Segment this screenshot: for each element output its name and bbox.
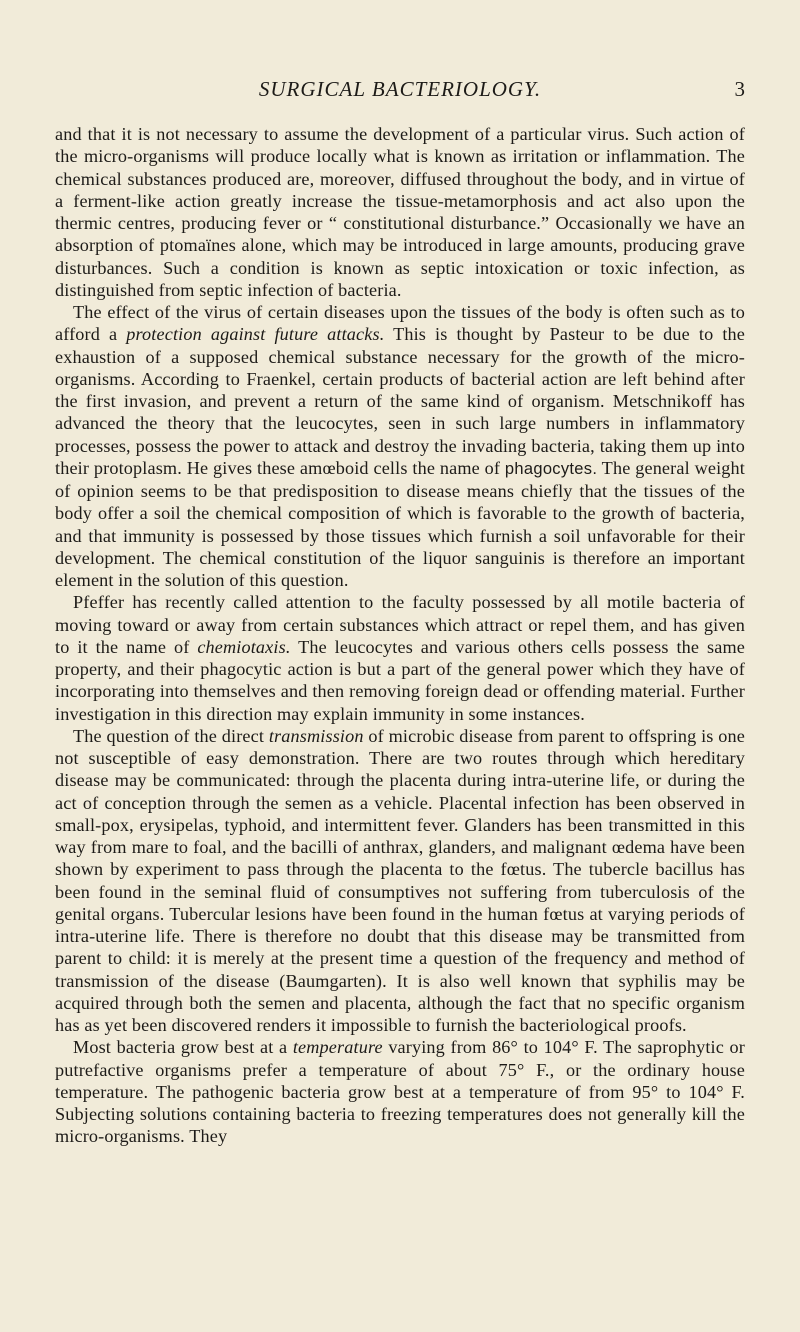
- paragraph-2: [55, 301, 745, 591]
- paragraph-1-text: and that it is not necessary to assume the development of a particular virus. Such action of the micro-organisms will produce locally what is known as irritation or inflammation. The chemical substances produced are, moreover, diffused throughout the body, and in virtue of a ferment-like action greatly increase the tissue-metamorphosis and act also upon the thermic centres, producing fever or “ constitutional disturbance.” Occasionally we have an absorption of ptomaïnes alone, which may be introduced in large amounts, producing grave disturbances. Such a condition is known as septic intoxication or toxic infection, as distinguished from septic infection of bacteria.: [55, 124, 745, 300]
- paragraph-3-text-b: The leucocytes and various others cells possess the same property, and their phagocytic action is but a part of the general power which they have of incorporating into themselves and then removing foreign dead or offending material. Further investigation in this direction may explain immunity in some instances.: [55, 636, 745, 724]
- italic-phrase-protection: protection against future attacks.: [126, 324, 385, 345]
- paragraph-2-text-b: This is thought by Pasteur to be due to the exhaustion of a supposed chemical substance necessary for the growth of the micro-organisms. According to Fraenkel, certain products of bacterial action are left behind after the first invasion, and prevent a return of the same kind of organism. Metschnikoff has advanced the theory that the leucocytes, seen in such large numbers in inflammatory processes, possess the power to attack and destroy the invading bacteria, taking them up into their protoplasm. He gives these amœboid cells the name of: [55, 324, 745, 478]
- paragraph-3: [55, 591, 745, 725]
- italic-term-chemiotaxis: chemiotaxis.: [197, 636, 291, 657]
- paragraph-1: [55, 123, 745, 301]
- body-text: [55, 123, 745, 1148]
- paragraph-5-text-a: Most bacteria grow best at a: [73, 1037, 293, 1058]
- paragraph-5-text-b: varying from 86° to 104° F. The saprophytic or putrefactive organisms prefer a temperature of about 75° F., or the ordinary house temperature. The pathogenic bacteria grow best at a temperature of from 95° to 104° F. Subjecting solutions containing bacteria to freezing temperatures does not generally kill the micro-organisms. They: [55, 1037, 746, 1147]
- running-head: SURGICAL BACTERIOLOGY.: [258, 77, 542, 101]
- term-phagocytes: phagocytes.: [504, 459, 598, 478]
- page-header: [55, 76, 745, 106]
- paragraph-5: [55, 1036, 745, 1147]
- paragraph-4-text-a: The question of the direct: [73, 725, 269, 746]
- paragraph-3-text-a: Pfeffer has recently called attention to the faculty possessed by all motile bacteria of moving toward or away from certain substances which attract or repel them, and has given to it the name of: [55, 592, 745, 657]
- italic-term-transmission: transmission: [268, 725, 364, 746]
- paragraph-4-text-b: of microbic disease from parent to offspring is one not susceptible of easy demonstration. There are two routes through which hereditary disease may be communicated: through the placenta during intra-uterine life, or during the act of conception through the semen as a vehicle. Placental infection has been observed in small-pox, erysipelas, typhoid, and intermittent fever. Glanders has been transmitted in this way from mare to foal, and the bacilli of anthrax, glanders, and malignant œdema have been shown by experiment to pass through the placenta to the fœtus. The tubercle bacillus has been found in the seminal fluid of consumptives not suffering from tuberculosis of the genital organs. Tubercular lesions have been found in the human fœtus at varying periods of intra-uterine life. There is therefore no doubt that this disease may be transmitted from parent to child: it is merely at the present time a question of the frequency and method of transmission of the disease (Baumgarten). It is also well known that syphilis may be acquired through both the semen and placenta, although the fact that no specific organism has as yet been discovered renders it impossible to furnish the bacteriological proofs.: [55, 725, 746, 1035]
- paragraph-2-text-c: The general weight of opinion seems to be that predisposition to disease means chiefly that the tissues of the body offer a soil the chemical composition of which is favorable to the growth of bacteria, and that immunity is possessed by those tissues which furnish a soil unfavorable for their development. The chemical constitution of the liquor sanguinis is therefore an important element in the solution of this question.: [55, 457, 745, 590]
- italic-term-temperature: temperature: [292, 1037, 383, 1058]
- page-number: 3: [734, 77, 745, 101]
- paragraph-2-text-a: The effect of the virus of certain diseases upon the tissues of the body is often such as to afford a: [55, 302, 745, 345]
- paragraph-4: [55, 725, 745, 1037]
